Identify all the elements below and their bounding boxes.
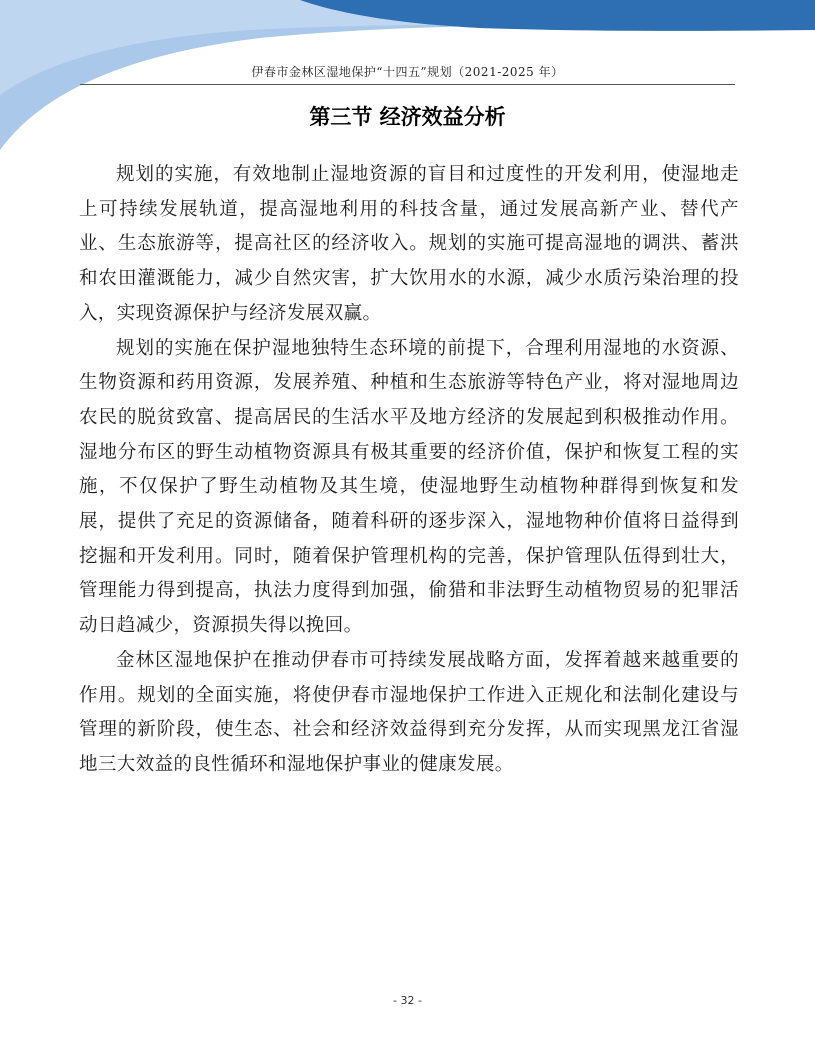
section-title: 第三节 经济效益分析 [309, 105, 506, 129]
header-divider [80, 84, 735, 85]
running-header-title: 伊春市金林区湿地保护“十四五”规划（2021-2025 年） [251, 65, 564, 79]
paragraph-2: 规划的实施在保护湿地独特生态环境的前提下，合理利用湿地的水资源、生物资源和药用资源，发展养殖、种植和生态旅游等特色产业，将对湿地周边农民的脱贫致富、提高居民的生活水平及地方经济的发展起到积极推动作用。湿地分布区的野生动植物资源具有极其重要的经济价值，保护和恢复工程的实施，不仅保护了野生动植物及其生境，使湿地野生动植物种群得到恢复和发展，提供了充足的资源储备，随着科研的逐步深入，湿地物种价值将日益得到挖掘和开发利用。同时，随着保护管理机构的完善，保护管理队伍得到壮大，管理能力得到提高，执法力度得到加强，偷猎和非法野生动植物贸易的犯罪活动日趋减少，资源损失得以挽回。 [79, 337, 739, 637]
page-number: - 32 - [393, 994, 422, 1007]
paragraph-1: 规划的实施，有效地制止湿地资源的盲目和过度性的开发利用，使湿地走上可持续发展轨道，提高湿地利用的科技含量，通过发展高新产业、替代产业、生态旅游等，提高社区的经济收入。规划的实施可提高湿地的调洪、蓄洪和农田灌溉能力，减少自然灾害，扩大饮用水的水源，减少水质污染治理的投入，实现资源保护与经济发展双赢。 [79, 164, 739, 324]
paragraph-3: 金林区湿地保护在推动伊春市可持续发展战略方面，发挥着越来越重要的作用。规划的全面实施，将使伊春市湿地保护工作进入正规化和法制化建设与管理的新阶段，使生态、社会和经济效益得到充分发挥，从而实现黑龙江省湿地三大效益的良性循环和湿地保护事业的健康发展。 [79, 649, 739, 775]
body-text [79, 158, 739, 783]
header-swoosh-decoration [0, 0, 815, 160]
